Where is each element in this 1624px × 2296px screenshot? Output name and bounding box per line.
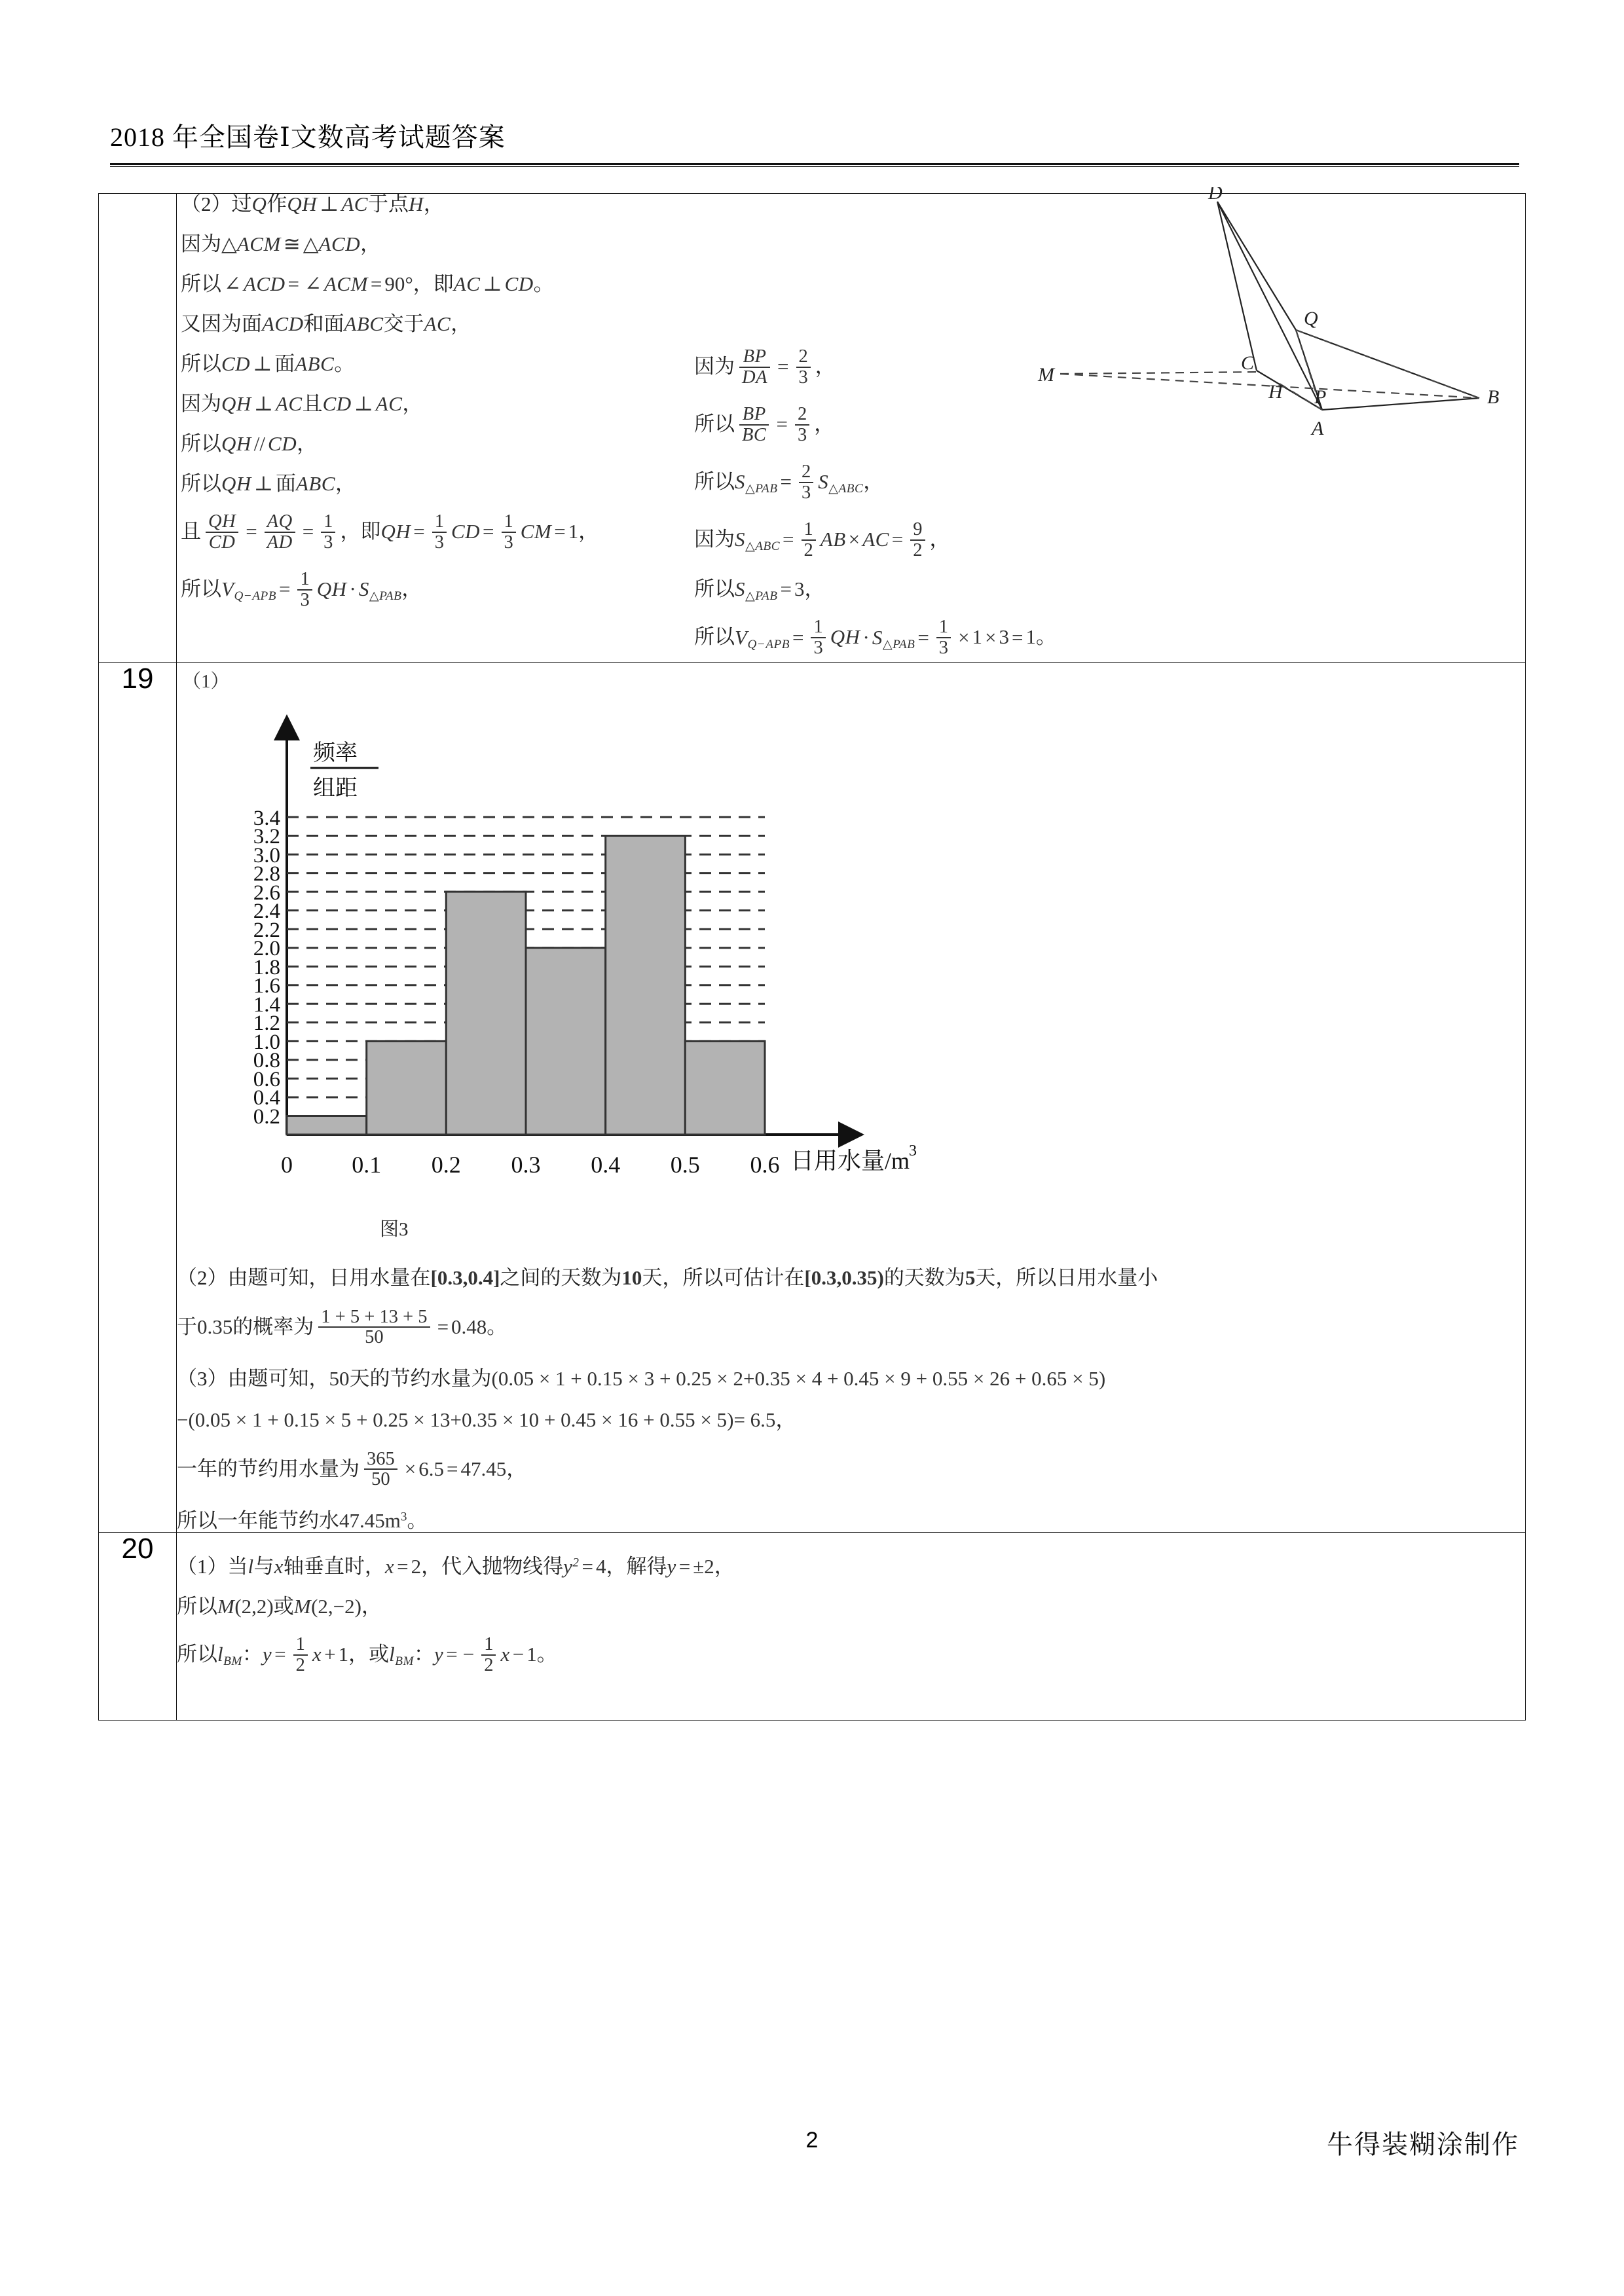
answer-paragraph: 所以一年能节约水$47.45m^3$。 [177,1509,428,1533]
svg-text:1.8: 1.8 [253,956,280,979]
answer-paragraph: （2）由题可知，日用水量在[0.3,0.4]之间的天数为10天，所以可估计在[0.3,0.35)的天数为5天，所以日用水量小 [177,1266,1158,1289]
svg-text:0.4: 0.4 [253,1086,280,1110]
figure-label-C: C [1241,352,1255,374]
page-header [110,121,1519,167]
x-axis-label [790,1142,917,1174]
row-number-cell [99,194,177,663]
svg-text:2.0: 2.0 [253,937,280,960]
figure-label-D: D [1208,187,1223,204]
proof-line: 所以$S_{\triangle PAB}$ = $\frac{2}{3}$ $S_{\triangle ABC}$， [694,461,884,503]
figure-label-P: P [1314,386,1327,408]
svg-text:0.6: 0.6 [750,1152,780,1178]
figure-label-H: H [1268,381,1283,403]
svg-text:3.2: 3.2 [253,825,280,848]
figure-label-A: A [1312,418,1324,439]
proof-line: 所以QH // CD， [181,432,318,455]
proof-line: 又因为面ACD和面ABC交于AC， [181,312,471,335]
histogram-chart [189,702,942,1213]
proof-left-column [181,194,678,631]
svg-text:频率: 频率 [313,741,358,765]
row-content-cell [177,1532,1526,1720]
y-tick-labels [253,807,280,1129]
figure-caption: 图3 [380,1219,409,1240]
header-title: 2018 年全国卷Ⅰ文数高考试题答案 [110,122,506,152]
row-content-cell [177,187,1526,663]
proof-line: 因为QH ⊥ AC且CD ⊥ AC， [181,392,423,415]
answer-line: （1）当l与x轴垂直时，x = 2，代入抛物线得$y^2 = 4$，解得y = ±2， [177,1554,735,1578]
svg-text:1.4: 1.4 [253,993,280,1017]
answer-paragraph: −(0.05 × 1 + 0.15 × 5 + 0.25 × 13+0.35 × 10 + 0.45 × 16 + 0.55 × 5)= 6.5， [177,1408,796,1431]
y-axis-label [310,740,378,801]
x-tick-labels [281,1152,780,1178]
proof-line: 所以CD ⊥ 面ABC。 [181,352,355,375]
sub-part-label: （1） [182,671,230,692]
proof-line: 且 $\frac{QH}{CD}$ = $\frac{AQ}{AD}$ = $\frac{1}{3}$ ，即QH = $\frac{1}{3}$ CD = $\frac{1}{3}$ CM = 1， [181,511,599,553]
answer-paragraph: 于0.35的概率为 $\frac{1 + 5 + 13 + 5}{50}$ = 0.48。 [177,1306,507,1348]
figure-label-Q: Q [1304,308,1318,329]
geometry-figure [1021,187,1519,475]
svg-text:组距: 组距 [313,776,358,801]
answers-table [98,187,1526,1721]
svg-text:日用水量/m: 日用水量/m [790,1148,910,1174]
proof-line: 所以$V_{Q-APB}$ = $\frac{1}{3}$ QH · $S_{\triangle PAB}$， [181,568,422,610]
row-content-cell [177,663,1526,1533]
proof-line: 所以QH ⊥ 面ABC， [181,472,356,495]
row-number: 19 [121,663,154,695]
credit-watermark: 牛得装糊涂制作 [1327,2130,1519,2159]
bar-2 [446,892,526,1135]
page-number: 2 [805,2128,819,2153]
bar-0 [287,1116,367,1135]
header-rule [110,163,1519,167]
svg-text:3: 3 [909,1142,917,1159]
row-number: 20 [121,1532,154,1565]
proof-line: （2）过Q作QH ⊥ AC于点H， [181,192,444,215]
answer-paragraph: （3）由题可知，50天的节约水量为(0.05 × 1 + 0.15 × 3 + 0.25 × 2+0.35 × 4 + 0.45 × 9 + 0.55 × 26 + 0.65 × 5) [177,1367,1106,1391]
row-number-cell [99,663,177,1533]
proof-line: 所以 $\frac{BP}{BC}$ = $\frac{2}{3}$ ， [694,403,835,445]
svg-text:0.3: 0.3 [511,1152,541,1178]
svg-text:0.8: 0.8 [253,1049,280,1072]
proof-line: 因为△ACM ≅ △ACD， [181,232,381,255]
svg-text:0.4: 0.4 [591,1152,621,1178]
svg-text:1.2: 1.2 [253,1011,280,1035]
proof-two-column [177,187,1525,659]
answer-line: 所以M(2,2)或M(2,−2)， [177,1594,382,1618]
proof-line: 所以$S_{\triangle PAB} = 3$， [694,577,825,603]
table-row [99,663,1526,1533]
svg-text:0.5: 0.5 [670,1152,700,1178]
svg-text:2.6: 2.6 [253,881,280,905]
row-number-cell [99,1532,177,1720]
proof-line: 所以 ∠ ACD = ∠ ACM = 90°，即AC ⊥ CD。 [181,272,554,295]
bar-4 [606,836,686,1135]
proof-line: 因为$S_{\triangle ABC}$ = $\frac{1}{2}$ AB × AC = $\frac{9}{2}$ ， [694,519,950,560]
figure-label-B: B [1487,386,1500,408]
svg-text:0: 0 [281,1152,293,1178]
bar-5 [685,1041,765,1135]
svg-text:0.2: 0.2 [431,1152,461,1178]
table-row [99,194,1526,663]
svg-text:1.0: 1.0 [253,1030,280,1054]
table-row [99,1532,1526,1720]
svg-text:2.8: 2.8 [253,862,280,886]
svg-text:2.4: 2.4 [253,900,280,923]
proof-line: 所以$V_{Q-APB}$ = $\frac{1}{3}$ QH · $S_{\triangle PAB}$ = $\frac{1}{3}$ × 1 × 3 = 1。 [694,617,1057,659]
figure-label-M: M [1038,364,1054,386]
answer-line: 所以$l_{BM}$：y = $\frac{1}{2}$ x + 1，或$l_{BM}$：y = − $\frac{1}{2}$ x − 1。 [177,1633,557,1675]
bar-1 [367,1041,447,1135]
svg-text:0.1: 0.1 [352,1152,382,1178]
bar-3 [526,948,606,1135]
svg-text:1.6: 1.6 [253,974,280,998]
svg-text:3.0: 3.0 [253,844,280,867]
svg-text:3.4: 3.4 [253,807,280,830]
histogram-bars [287,836,765,1135]
answer-paragraph: 一年的节约用水量为 $\frac{365}{50}$ × 6.5 = 47.45， [177,1448,527,1490]
proof-line: 因为 $\frac{BP}{DA}$ = $\frac{2}{3}$ ， [694,346,836,388]
svg-text:0.6: 0.6 [253,1068,280,1091]
svg-text:0.2: 0.2 [253,1105,280,1129]
svg-text:2.2: 2.2 [253,919,280,942]
